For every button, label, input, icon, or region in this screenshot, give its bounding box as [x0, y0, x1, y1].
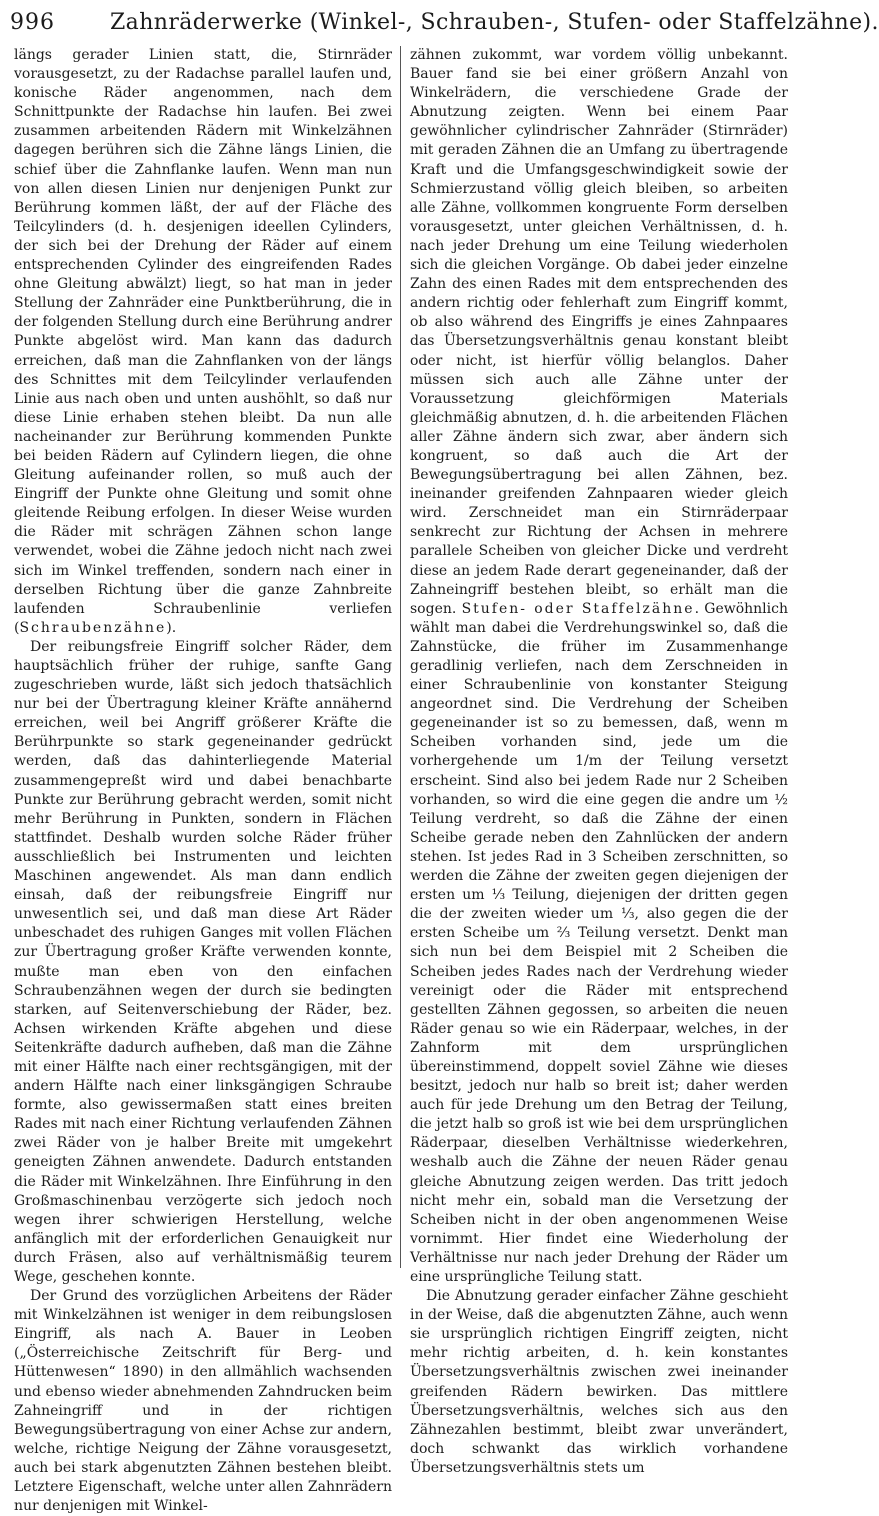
paragraph [14, 46, 392, 638]
column-divider [400, 46, 401, 1268]
paragraph [410, 46, 788, 1287]
paragraph-text: . Gewöhnlich wählt man dabei die Verdrehungswinkel so, daß die Zahnstücke, die früher im Zusammenhange geradlinig verliefen, nach dem Zerschneiden in einer Schraubenlinie von konstanter Steigung angeordnet sind. Die Verdrehung der Scheiben gegeneinander ist so zu bemessen, daß, wenn m Scheiben vorhanden sind, jede um die vorhergehende um 1/m der Teilung versetzt erscheint. Sind also bei jedem Rade nur 2 Scheiben vorhanden, so wird die eine gegen die andre um ½ Teilung verdreht, so daß die Zähne der einen Scheibe gerade neben den Zahnlücken der andern stehen. Ist jedes Rad in 3 Scheiben zerschnitten, so werden die Zähne der zweiten gegen diejenigen der ersten um ⅓ Teilung, diejenigen der dritten gegen die der zweiten wieder um ⅓, also gegen die der ersten Scheibe um ⅔ Teilung versetzt. Denkt man sich nun bei dem Beispiel mit 2 Scheiben die Scheiben jedes Rades nach der Verdrehung wieder vereinigt oder die Räder mit entsprechend gestellten Zähnen gegossen, so arbeiten die neuen Räder genau so wie ein Räderpaar, welches, in der Zahnform mit dem ursprünglichen übereinstimmend, doppelt soviel Zähne wie dieses besitzt, jedoch nur halb so breit ist; daher werden auch für jede Drehung um den Betrag der Teilung, die jetzt halb so groß ist wie bei dem ursprünglichen Räderpaar, dieselben Verhältnisse wiederkehren, weshalb auch die Zähne der neuen Räder genau gleiche Abnutzung zeigen werden. Das tritt jedoch nicht mehr ein, sobald man die Versetzung der Scheiben nicht in der oben angenommenen Weise vornimmt. Hier findet eine Wiederholung der Verhältnisse nur nach jeder Drehung der Räder um eine ursprüngliche Teilung statt. [410, 600, 788, 1285]
paragraph: Der Grund des vorzüglichen Arbeitens der Räder mit Winkelzähnen ist weniger in dem reibungslosen Eingriff, als nach A. Bauer in Leoben („Österreichische Zeitschrift für Berg- und Hüttenwesen“ 1890) in den allmählich wachsenden und ebenso wieder abnehmenden Zahndrucken beim Zahneingriff und in der richtigen Bewegungsübertragung von einer Achse zur andern, welche, richtige Neigung der Zähne vorausgesetzt, auch bei stark abgenutzten Zähnen bestehen bleibt. Letztere Eigenschaft, welche unter allen Zahnrädern nur denjenigen mit Winkel- [14, 1288, 392, 1515]
paragraph: Die Abnutzung gerader einfacher Zähne geschieht in der Weise, daß die abgenutzten Zähne, auch wenn sie ursprünglich richtigen Eingriff zeigten, nicht mehr richtig arbeiten, d. h. kein konstantes Übersetzungsverhältnis zwischen zwei ineinander greifenden Rädern bewirken. Das mittlere Übersetzungsverhältnis, welches sich aus den Zähnezahlen bestimmt, bleibt zwar unverändert, doch schwankt das wirklich vorhandene Übersetzungsverhältnis stets um [410, 1288, 788, 1476]
emphasized-term: Schraubenzähne [19, 619, 167, 636]
left-column [14, 46, 392, 1515]
paragraph-text: ). [166, 619, 177, 636]
right-column [410, 46, 788, 1476]
paragraph-text: längs gerader Linien statt, die, Stirnräder vorausgesetzt, zu der Radachse parallel laufen und, konische Räder angenommen, nach dem Schnittpunkte der Radachse hin laufen. Bei zwei zusammen arbeitenden Rädern mit Winkelzähnen dagegen berühren sich die Zähne längs Linien, die schief über die Zahnflanke laufen. Wenn man nun von allen diesen Linien nur denjenigen Punkt zur Berührung kommen läßt, der auf der Fläche des Teilcylinders (d. h. desjenigen ideellen Cylinders, der sich bei der Drehung der Räder auf einem entsprechenden Cylinder des eingreifenden Rades ohne Gleitung abwälzt) liegt, so hat man in jeder Stellung der Zahnräder eine Punktberührung, die in der folgenden Stellung durch eine Berührung andrer Punkte abgelöst wird. Man kann das dadurch erreichen, daß man die Zahnflanken von der längs des Schnittes mit dem Teilcylinder verlaufenden Linie aus nach oben und unten aushöhlt, so daß nur diese Linie erhaben stehen bleibt. Da nun alle nacheinander zur Berührung kommenden Punkte bei beiden Rädern auf Cylindern liegen, die ohne Gleitung aufeinander rollen, so muß auch der Eingriff der Punkte ohne Gleitung und somit ohne gleitende Reibung erfolgen. In dieser Weise wurden die Räder mit schrägen Zähnen schon lange verwendet, wobei die Zähne jedoch nicht nach zwei sich im Winkel treffenden, sondern nach einer in derselben Richtung über die ganze Zahnbreite laufenden Schraubenlinie verliefen ( [14, 47, 392, 636]
paragraph: Der reibungsfreie Eingriff solcher Räder, dem hauptsächlich früher der ruhige, sanfte Gang zugeschrieben wurde, läßt sich jedoch thatsächlich nur bei der Übertragung kleiner Kräfte annähernd erreichen, weil bei Angriff größerer Kräfte die Berührpunkte so stark gegeneinander gedrückt werden, daß das dahinterliegende Material zusammengepreßt wird und dabei benachbarte Punkte zur Berührung gebracht werden, somit nicht mehr Berührung in Punkten, sondern in Flächen stattfindet. Deshalb wurden solche Räder früher ausschließlich bei Instrumenten und leichten Maschinen angewendet. Als man dann endlich einsah, daß der reibungsfreie Eingriff nur unwesentlich sei, und daß man diese Art Räder unbeschadet des ruhigen Ganges mit vollen Flächen zur Übertragung großer Kräfte verwenden konnte, mußte man eben von den einfachen Schraubenzähnen wegen der durch sie bedingten starken, auf Seitenverschiebung der Räder, bez. Achsen wirkenden Kräfte abgehen und diese Seitenkräfte dadurch aufheben, daß man die Zähne mit einer Hälfte nach einer rechtsgängigen, mit der andern Hälfte nach einer linksgängigen Schraube formte, also gewissermaßen statt eines breiten Rades mit nach einer Richtung verlaufenden Zähnen zwei Räder von je halber Breite mit umgekehrt geneigten Zähnen anwendete. Dadurch entstanden die Räder mit Winkelzähnen. Ihre Einführung in den Großmaschinenbau verzögerte sich jedoch noch wegen ihrer schwierigen Herstellung, welche anfänglich mit der erforderlichen Genauigkeit nur durch Fräsen, also auf verhältnismäßig teurem Wege, geschehen konnte. [14, 638, 392, 1285]
page-header [10, 8, 879, 38]
paragraph-text: zähnen zukommt, war vordem völlig unbekannt. Bauer fand sie bei einer größern Anzahl von Winkelrädern, die verschiedene Grade der Abnutzung zeigten. Wenn bei einem Paar gewöhnlicher cylindrischer Zahnräder (Stirnräder) mit geraden Zähnen die an Umfang zu übertragende Kraft und die Umfangsgeschwindigkeit sowie der Schmierzustand völlig gleich bleiben, so arbeiten alle Zähne, vollkommen kongruente Form derselben vorausgesetzt, unter gleichen Verhältnissen, d. h. nach jeder Drehung um eine Teilung wiederholen sich die gleichen Vorgänge. Ob dabei jeder einzelne Zahn des einen Rades mit dem entsprechenden des andern richtig oder fehlerhaft zum Eingriff kommt, ob also während des Eingriffs je eines Zahnpaares das Übersetzungsverhältnis genau konstant bleibt oder nicht, ist hierfür völlig belanglos. Daher müssen sich auch alle Zähne unter der Voraussetzung gleichförmigen Materials gleichmäßig abnutzen, d. h. die arbeitenden Flächen aller Zähne ändern sich zwar, aber ändern sich kongruent, so daß auch die Art der Bewegungsübertragung bei allen Zähnen, bez. ineinander greifenden Zahnpaaren wieder gleich wird. Zerschneidet man ein Stirnräderpaar senkrecht zur Richtung der Achsen in mehrere parallele Scheiben von gleicher Dicke und verdreht diese an jedem Rade derart gegeneinander, daß der Zahneingriff bestehen bleibt, so erhält man die sogen. [410, 47, 788, 617]
page-number: 996 [10, 10, 55, 35]
emphasized-term: Stufen- oder Staffelzähne [461, 600, 695, 617]
running-title: Zahnräderwerke (Winkel-, Schrauben-, Stufen- oder Staffelzähne). [110, 10, 879, 35]
